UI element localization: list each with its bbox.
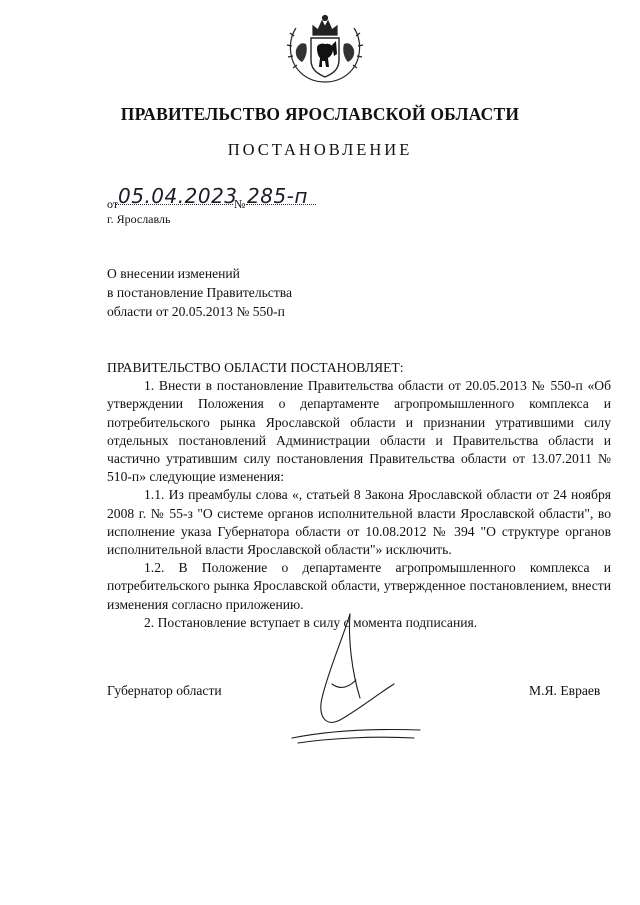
subject-line: О внесении изменений (107, 266, 240, 281)
paragraph: 2. Постановление вступает в силу с момента подписания. (144, 614, 478, 630)
doc-type: ПОСТАНОВЛЕНИЕ (227, 140, 413, 159)
document-body (107, 359, 611, 632)
date-prefix: от (107, 197, 119, 211)
paragraph: 1.2. В Положение о департаменте агропромышленного комплекса и потребительского рынка Ярославской области, утвержденное постановлением, внести изменения согласно приложению. (107, 560, 611, 612)
paragraph: 1.1. Из преамбулы слова «, статьей 8 Закона Ярославской области от 24 ноября 2008 г. № 55-з "О системе органов исполнительной власти Ярославской области", во исполнение указа Губернатора области от 10.08.2012 № 394 "О структуре органов исполнительной власти Ярославской области"» исключить. (107, 487, 611, 558)
subject-line: в постановление Правительства (107, 285, 293, 300)
handwritten-number: 285-п (247, 184, 308, 208)
city: г. Ярославль (107, 212, 171, 226)
signatory-position: Губернатор области (107, 683, 222, 698)
paragraph: 1. Внести в постановление Правительства области от 20.05.2013 № 550-п «Об утверждении Положения о департаменте агропромышленного комплекса и потребительского рынка Ярославской области и признании утратившими силу отдельных постановлений Администрации области и Правительства области и частично утратившим силу постановления Правительства области от 13.07.2011 № 510-п» следующие изменения: (107, 378, 611, 485)
coat-of-arms-icon (282, 10, 368, 86)
number-prefix: № (234, 197, 246, 211)
signatory-name: М.Я. Евраев (529, 683, 601, 698)
resolution-lead: ПРАВИТЕЛЬСТВО ОБЛАСТИ ПОСТАНОВЛЯЕТ: (107, 360, 404, 375)
handwritten-signature (282, 610, 422, 755)
handwritten-date: 05.04.2023 (118, 184, 238, 208)
subject-block (107, 264, 292, 321)
org-title: ПРАВИТЕЛЬСТВО ЯРОСЛАВСКОЙ ОБЛАСТИ (120, 104, 520, 124)
subject-line: области от 20.05.2013 № 550-п (107, 304, 285, 319)
